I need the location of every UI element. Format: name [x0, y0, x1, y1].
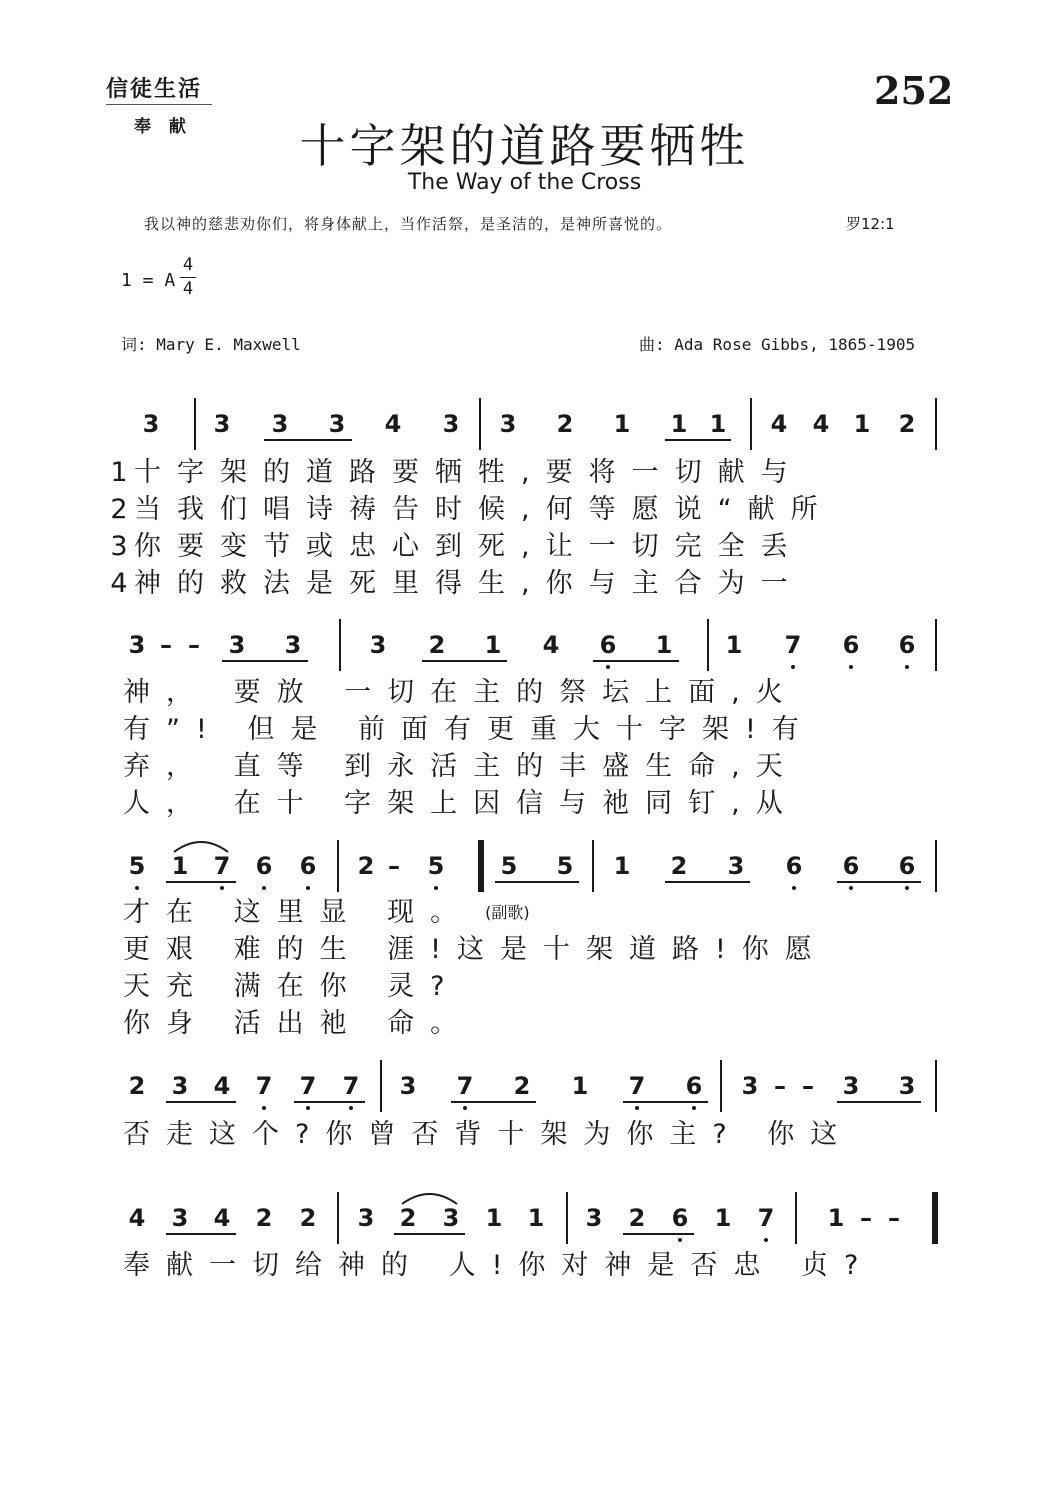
jianpu-note: 2: [670, 852, 688, 880]
jianpu-note: 3: [328, 410, 346, 438]
subcategory-label: 奉 献: [134, 117, 192, 137]
octave-dot: [463, 1106, 467, 1110]
lyric-line: [104, 455, 804, 491]
jianpu-note: 7: [213, 852, 231, 880]
octave-dot: [306, 1106, 310, 1110]
jianpu-note: 2: [428, 631, 446, 659]
lyric-text: 有”! 但是 前面有更重大十字架!有: [123, 714, 815, 745]
eighth-beam: [623, 1233, 694, 1235]
jianpu-note: 3: [442, 410, 460, 438]
jianpu-note: 2: [513, 1072, 531, 1100]
jianpu-note: 6: [842, 631, 860, 659]
jianpu-note: 5: [556, 852, 574, 880]
jianpu-note: 4: [542, 631, 560, 659]
octave-dot: [678, 1238, 682, 1242]
jianpu-note: 4: [770, 410, 788, 438]
lyric-line: [104, 566, 804, 602]
jianpu-note: 4: [812, 410, 830, 438]
jianpu-note: 2: [299, 1204, 317, 1232]
jianpu-note: 6: [671, 1204, 689, 1232]
lyric-text: 奉献一切给神的 人!你对神是否忠 贞?: [123, 1250, 875, 1281]
bar-line: [337, 1192, 339, 1244]
time-signature-top: 4: [182, 255, 194, 275]
octave-dot: [434, 886, 438, 890]
octave-dot: [791, 665, 795, 669]
jianpu-note: 1: [655, 631, 673, 659]
eighth-beam: [394, 1233, 465, 1235]
bar-line: [720, 1060, 722, 1112]
jianpu-note: 5: [128, 852, 146, 880]
jianpu-note: 3: [369, 631, 387, 659]
bar-line: [479, 398, 481, 450]
category-label: 信徒生活: [106, 76, 203, 102]
bar-line: [750, 398, 752, 450]
lyric-line: [104, 529, 804, 565]
jianpu-note: 1: [485, 1204, 503, 1232]
jianpu-note: 3: [142, 410, 160, 438]
slur-arc: [170, 836, 232, 856]
lyric-text: 弃， 直等 到永活主的丰盛生命,天: [123, 751, 799, 782]
jianpu-note: 2: [255, 1204, 273, 1232]
jianpu-note: 6: [685, 1072, 703, 1100]
eighth-beam: [623, 1101, 708, 1103]
bar-line: [935, 840, 937, 892]
lyric-text: 十字架的道路要牺牲,要将一切献与: [134, 457, 804, 488]
bar-line: [337, 840, 339, 892]
lyric-text: 才在 这里显 现。: [123, 897, 474, 928]
time-signature-bottom: 4: [182, 279, 194, 299]
lyric-line: [123, 786, 799, 822]
octave-dot: [849, 665, 853, 669]
octave-dot: [306, 886, 310, 890]
slur-arc: [398, 1188, 461, 1208]
lyric-line: [123, 749, 799, 785]
jianpu-note: 5: [427, 852, 445, 880]
scripture-text: 我以神的慈悲劝你们，将身体献上，当作活祭，是圣洁的，是神所喜悦的。: [144, 215, 673, 233]
hymn-number: 252: [874, 68, 954, 113]
bar-line: [194, 398, 196, 450]
eighth-beam: [264, 439, 352, 441]
jianpu-note: 6: [255, 852, 273, 880]
eighth-beam: [451, 1101, 536, 1103]
octave-dot: [135, 886, 139, 890]
jianpu-note: 7: [342, 1072, 360, 1100]
jianpu-note: –: [160, 631, 172, 659]
jianpu-note: 3: [357, 1204, 375, 1232]
eighth-beam: [222, 660, 308, 662]
jianpu-note: 3: [171, 1072, 189, 1100]
jianpu-note: 1: [670, 410, 688, 438]
jianpu-note: 2: [898, 410, 916, 438]
lyric-line: [123, 932, 828, 968]
jianpu-note: 1: [827, 1204, 845, 1232]
jianpu-note: 1: [725, 631, 743, 659]
octave-dot: [262, 1106, 266, 1110]
octave-dot: [349, 1106, 353, 1110]
lyric-line: [123, 1006, 473, 1042]
lyric-text: 人， 在十 字架上因信与祂同钉,从: [123, 788, 799, 819]
octave-dot: [262, 886, 266, 890]
lyric-line: [123, 895, 530, 931]
jianpu-note: 7: [784, 631, 802, 659]
time-signature-bar: [180, 277, 196, 278]
jianpu-note: 4: [213, 1204, 231, 1232]
jianpu-note: 6: [299, 852, 317, 880]
octave-dot: [792, 886, 796, 890]
jianpu-note: 1: [171, 852, 189, 880]
eighth-beam: [166, 1101, 236, 1103]
jianpu-note: 3: [727, 852, 745, 880]
bar-line: [935, 398, 937, 450]
lyric-text: 天充 满在你 灵?: [123, 971, 461, 1002]
eighth-beam: [837, 1101, 921, 1103]
jianpu-note: –: [388, 852, 400, 880]
octave-dot: [692, 1106, 696, 1110]
jianpu-note: 2: [128, 1072, 146, 1100]
octave-dot: [905, 886, 909, 890]
eighth-beam: [665, 439, 731, 441]
jianpu-note: 3: [585, 1204, 603, 1232]
eighth-beam: [837, 881, 921, 883]
jianpu-note: 1: [527, 1204, 545, 1232]
jianpu-note: 6: [785, 852, 803, 880]
jianpu-note: –: [802, 1072, 814, 1100]
jianpu-note: –: [188, 631, 200, 659]
octave-dot: [905, 665, 909, 669]
jianpu-note: 4: [128, 1204, 146, 1232]
jianpu-note: 1: [853, 410, 871, 438]
verse-number: 1: [110, 457, 128, 488]
jianpu-note: 3: [213, 410, 231, 438]
jianpu-note: 1: [571, 1072, 589, 1100]
key-signature: 1 = A: [121, 270, 176, 291]
lyric-line: [104, 492, 834, 528]
jianpu-note: –: [888, 1204, 900, 1232]
jianpu-note: 1: [484, 631, 502, 659]
lyric-line: [123, 969, 461, 1005]
jianpu-note: 2: [628, 1204, 646, 1232]
jianpu-note: 6: [898, 852, 916, 880]
jianpu-note: 6: [898, 631, 916, 659]
eighth-beam: [593, 660, 679, 662]
jianpu-note: 2: [357, 852, 375, 880]
jianpu-note: 3: [128, 631, 146, 659]
double-bar-line: [478, 840, 484, 892]
lyric-line: [123, 1117, 853, 1153]
jianpu-note: 3: [898, 1072, 916, 1100]
jianpu-note: 2: [556, 410, 574, 438]
verse-number: 2: [110, 494, 128, 525]
lyric-text: 神， 要放 一切在主的祭坛上面,火: [123, 677, 799, 708]
bar-line: [592, 840, 594, 892]
jianpu-note: 5: [500, 852, 518, 880]
lyric-text: 你身 活出祂 命。: [123, 1008, 474, 1039]
lyric-line: [123, 712, 815, 748]
jianpu-note: 7: [456, 1072, 474, 1100]
jianpu-note: 1: [613, 852, 631, 880]
eighth-beam: [166, 1233, 236, 1235]
lyric-text: 否走这个?你曾否背十架为你主? 你这: [123, 1119, 854, 1150]
jianpu-note: 7: [255, 1072, 273, 1100]
hymn-subtitle: The Way of the Cross: [407, 170, 642, 195]
octave-dot: [764, 1238, 768, 1242]
bar-line: [339, 619, 341, 671]
octave-dot: [606, 665, 610, 669]
jianpu-note: 7: [628, 1072, 646, 1100]
lyric-line: [123, 675, 799, 711]
composer-credit: 曲: Ada Rose Gibbs, 1865-1905: [639, 335, 916, 354]
lyric-text: 更艰 难的生 涯!这是十架道路!你愿: [123, 934, 828, 965]
jianpu-note: 1: [714, 1204, 732, 1232]
bar-line: [566, 1192, 568, 1244]
octave-dot: [635, 1106, 639, 1110]
jianpu-note: 3: [442, 1204, 460, 1232]
jianpu-note: –: [860, 1204, 872, 1232]
time-signature: [180, 256, 196, 299]
jianpu-note: 1: [709, 410, 727, 438]
jianpu-note: 3: [271, 410, 289, 438]
jianpu-note: 3: [228, 631, 246, 659]
lyricist-credit: 词: Mary E. Maxwell: [121, 335, 301, 354]
eighth-beam: [495, 881, 579, 883]
jianpu-note: 3: [171, 1204, 189, 1232]
lyric-text: 神的救法是死里得生,你与主合为一: [134, 568, 804, 599]
eighth-beam: [665, 881, 750, 883]
verse-number: 4: [110, 568, 128, 599]
lyric-line: [123, 1248, 874, 1284]
eighth-beam: [166, 881, 236, 883]
eighth-beam: [294, 1101, 365, 1103]
hymn-title: 十字架的道路要牺牲: [299, 119, 750, 173]
jianpu-note: –: [774, 1072, 786, 1100]
category-rule: [106, 104, 212, 105]
octave-dot: [849, 886, 853, 890]
eighth-beam: [422, 660, 507, 662]
bar-line: [380, 1060, 382, 1112]
jianpu-note: 4: [213, 1072, 231, 1100]
bar-line: [707, 619, 709, 671]
jianpu-note: 4: [384, 410, 402, 438]
jianpu-note: 2: [399, 1204, 417, 1232]
lyric-text: 你要变节或忠心到死,让一切完全丢: [134, 531, 804, 562]
bar-line: [795, 1192, 797, 1244]
bar-line: [935, 619, 937, 671]
jianpu-note: 3: [284, 631, 302, 659]
jianpu-note: 1: [613, 410, 631, 438]
refrain-marker: (副歌): [485, 903, 530, 922]
lyric-text: 当我们唱诗祷告时候,何等愿说“献所: [134, 494, 834, 525]
scripture-reference: 罗12:1: [846, 215, 895, 233]
jianpu-note: 7: [299, 1072, 317, 1100]
jianpu-note: 6: [599, 631, 617, 659]
jianpu-note: 7: [757, 1204, 775, 1232]
jianpu-note: 3: [499, 410, 517, 438]
verse-number: 3: [110, 531, 128, 562]
jianpu-note: 3: [399, 1072, 417, 1100]
double-bar-line: [932, 1192, 938, 1244]
jianpu-note: 6: [842, 852, 860, 880]
bar-line: [935, 1060, 937, 1112]
octave-dot: [220, 886, 224, 890]
jianpu-note: 3: [842, 1072, 860, 1100]
jianpu-note: 3: [741, 1072, 759, 1100]
